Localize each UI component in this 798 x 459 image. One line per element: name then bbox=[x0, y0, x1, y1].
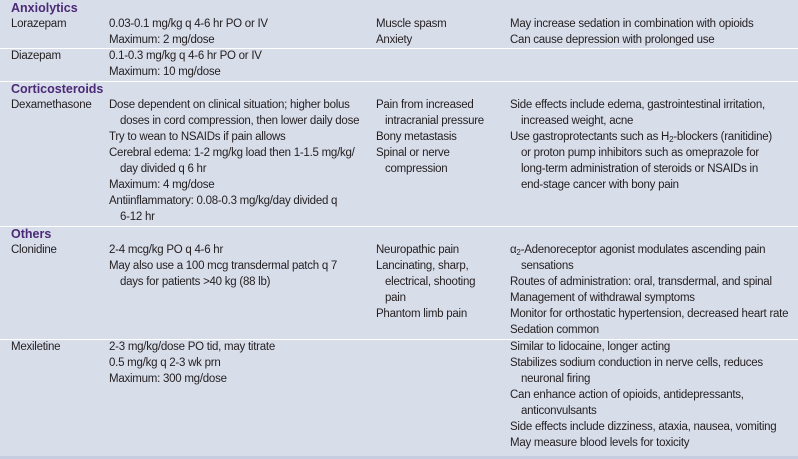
dose-line: Maximum: 10 mg/dose bbox=[109, 66, 221, 78]
indication-line: Neuropathic pain bbox=[376, 244, 459, 256]
dose-line: Maximum: 4 mg/dose bbox=[109, 179, 215, 191]
dose-line: days for patients >40 kg (88 lb) bbox=[120, 276, 271, 288]
comment-line: Stabilizes sodium conduction in nerve cells, reduces bbox=[510, 357, 763, 369]
indication-line: Spinal or nerve bbox=[376, 147, 450, 159]
dose-line: 0.03-0.1 mg/kg q 4-6 hr PO or IV bbox=[109, 18, 268, 30]
comment-line: Side effects include edema, gastrointestinal irritation, bbox=[510, 99, 765, 111]
comment-line: Can cause depression with prolonged use bbox=[510, 34, 715, 46]
comment-line: Side effects include dizziness, ataxia, nausea, vomiting bbox=[510, 421, 777, 433]
indication-line: Bony metastasis bbox=[376, 131, 457, 143]
indication-line: Phantom limb pain bbox=[376, 308, 467, 320]
dose-line: day divided q 6 hr bbox=[120, 163, 207, 175]
dose-line: Maximum: 300 mg/dose bbox=[109, 373, 227, 385]
drug-name-clonidine: Clonidine bbox=[11, 244, 57, 256]
dose-line: Cerebral edema: 1-2 mg/kg load then 1-1.5 mg/kg/ bbox=[109, 147, 355, 159]
comment-line: $\alpha_2$-Adenoreceptor agonist modulates ascending pain bbox=[510, 244, 766, 257]
comment-line: or proton pump inhibitors such as omeprazole for bbox=[521, 147, 759, 159]
comment-line: end-stage cancer with bony pain bbox=[521, 179, 679, 191]
drug-name-lorazepam: Lorazepam bbox=[11, 18, 67, 30]
comment-line: Similar to lidocaine, longer acting bbox=[510, 341, 671, 353]
dose-line: 6-12 hr bbox=[120, 211, 155, 223]
indication-line: Pain from increased bbox=[376, 99, 474, 111]
indication-line: electrical, shooting bbox=[385, 276, 476, 288]
comment-line: Sedation common bbox=[510, 324, 599, 336]
dose-line: Try to wean to NSAIDs if pain allows bbox=[109, 131, 286, 143]
indication-line: intracranial pressure bbox=[385, 115, 484, 127]
section-heading-anxiolytics: Anxiolytics bbox=[11, 1, 78, 15]
row-divider bbox=[0, 81, 798, 82]
section-heading-corticosteroids: Corticosteroids bbox=[11, 82, 104, 96]
dose-line: doses in cord compression, then lower daily dose bbox=[120, 115, 360, 127]
dose-line: 0.5 mg/kg q 2-3 wk prn bbox=[109, 357, 221, 369]
comment-line: Routes of administration: oral, transdermal, and spinal bbox=[510, 276, 772, 288]
dose-line: 2-4 mcg/kg PO q 4-6 hr bbox=[109, 244, 224, 256]
indication-line: pain bbox=[385, 292, 406, 304]
comment-line: sensations bbox=[521, 260, 574, 272]
comment-line: neuronal firing bbox=[521, 373, 591, 385]
indication-line: Anxiety bbox=[376, 34, 412, 46]
comment-line: May measure blood levels for toxicity bbox=[510, 437, 690, 449]
indication-line: compression bbox=[385, 163, 448, 175]
drug-name-dexamethasone: Dexamethasone bbox=[11, 99, 92, 111]
comment-line: Monitor for orthostatic hypertension, decreased heart rate bbox=[510, 308, 789, 320]
comment-line: anticonvulsants bbox=[521, 405, 597, 417]
dose-line: May also use a 100 mcg transdermal patch q 7 bbox=[109, 260, 338, 272]
comment-line: Management of withdrawal symptoms bbox=[510, 292, 695, 304]
section-heading-others: Others bbox=[11, 227, 52, 241]
comment-line: increased weight, acne bbox=[521, 115, 634, 127]
indication-line: Muscle spasm bbox=[376, 18, 447, 30]
indication-line: Lancinating, sharp, bbox=[376, 260, 469, 272]
dose-line: Antiinflammatory: 0.08-0.3 mg/kg/day divided q bbox=[109, 195, 338, 207]
comment-line: long-term administration of steroids or NSAIDs in bbox=[521, 163, 759, 175]
dose-line: 2-3 mg/kg/dose PO tid, may titrate bbox=[109, 341, 275, 353]
dose-line: Dose dependent on clinical situation; higher bolus bbox=[109, 99, 350, 111]
comment-line: May increase sedation in combination with opioids bbox=[510, 18, 754, 30]
drug-name-diazepam: Diazepam bbox=[11, 50, 61, 62]
comment-line: Use gastroprotectants such as $H_2$-blockers (ranitidine) bbox=[510, 131, 772, 144]
comment-line: Can enhance action of opioids, antidepressants, bbox=[510, 389, 744, 401]
dose-line: Maximum: 2 mg/dose bbox=[109, 34, 215, 46]
row-divider bbox=[0, 226, 798, 227]
dose-line: 0.1-0.3 mg/kg q 4-6 hr PO or IV bbox=[109, 50, 262, 62]
drug-name-mexiletine: Mexiletine bbox=[11, 341, 61, 353]
